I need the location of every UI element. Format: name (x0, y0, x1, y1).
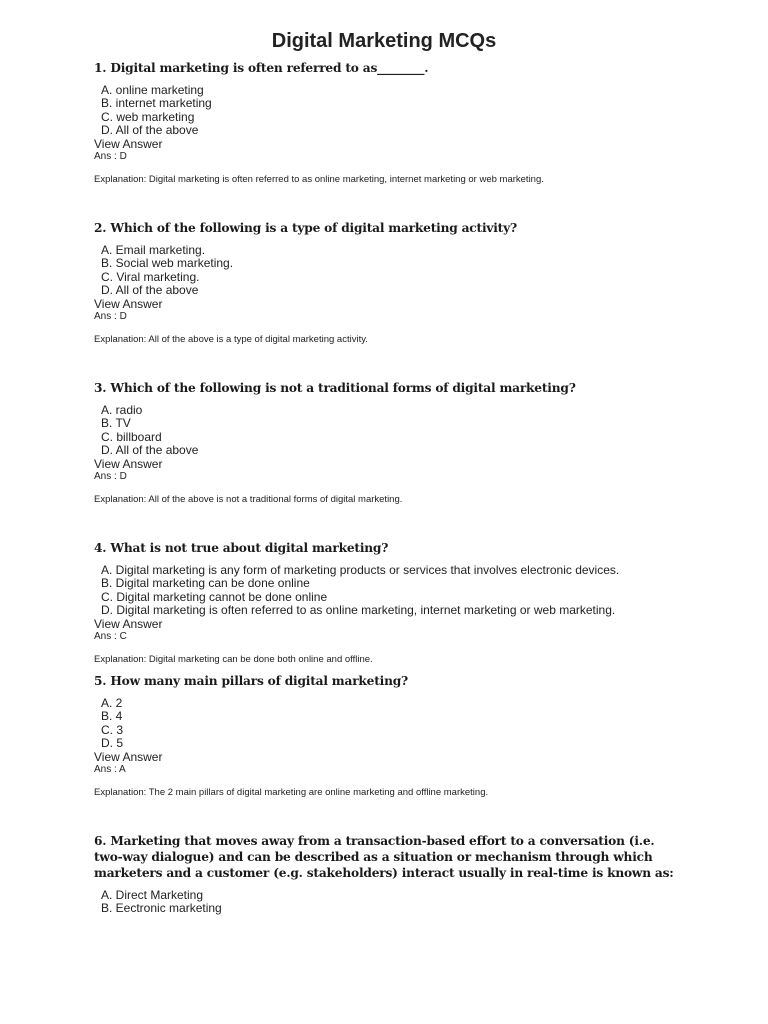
option-a[interactable]: A. 2 (101, 696, 123, 710)
explanation-text: Explanation: Digital marketing can be done both online and offline. (94, 653, 373, 665)
option-a[interactable]: A. online marketing (101, 83, 204, 97)
option-d[interactable]: D. All of the above (101, 443, 199, 458)
answer-text: Ans : D (94, 470, 127, 482)
option-c[interactable]: C. Digital marketing cannot be done online (101, 589, 328, 604)
options-list (94, 889, 674, 916)
option-b[interactable]: B. internet marketing (101, 96, 212, 111)
explanation-text: Explanation: All of the above is not a traditional forms of digital marketing. (94, 493, 403, 505)
view-answer-link[interactable]: View Answer (94, 616, 163, 631)
option-b[interactable]: B. 4 (101, 709, 123, 724)
option-b[interactable]: B. Digital marketing can be done online (101, 576, 310, 591)
option-c[interactable]: C. billboard (101, 429, 162, 444)
view-answer-link[interactable]: View Answer (94, 136, 163, 151)
option-a[interactable]: A. Direct Marketing (101, 888, 204, 902)
question-text: 4. What is not true about digital marketing? (94, 541, 389, 555)
question-text: 6. Marketing that moves away from a transaction-based effort to a conversation (i.e. two-way dialogue) and can be described as a situation or mechanism through which marketers and a customer (e.g. stakeholders) interact usually in real-time is known as: (94, 834, 674, 880)
option-a[interactable]: A. Email marketing. (101, 243, 206, 257)
options-list (94, 697, 694, 751)
explanation-text: Explanation: Digital marketing is often referred to as online marketing, internet marketing or web marketing. (94, 173, 544, 185)
question-3 (94, 380, 694, 506)
page-title: Digital Marketing MCQs (271, 30, 497, 52)
options-list (94, 244, 694, 298)
question-6 (94, 833, 674, 916)
view-answer-link[interactable]: View Answer (94, 456, 163, 471)
option-d[interactable]: D. All of the above (101, 123, 199, 138)
question-5 (94, 673, 694, 799)
option-d[interactable]: D. 5 (101, 736, 124, 751)
question-1 (94, 60, 694, 186)
option-b[interactable]: B. Social web marketing. (101, 256, 234, 271)
option-d[interactable]: D. All of the above (101, 283, 199, 298)
question-2 (94, 220, 694, 346)
option-c[interactable]: C. web marketing (101, 109, 195, 124)
answer-text: Ans : D (94, 310, 127, 322)
options-list (94, 404, 694, 458)
explanation-text: Explanation: The 2 main pillars of digital marketing are online marketing and offline marketing. (94, 786, 489, 798)
answer-text: Ans : C (94, 630, 127, 642)
option-d[interactable]: D. Digital marketing is often referred to as online marketing, internet marketing or web marketing. (101, 603, 616, 618)
question-4 (94, 540, 694, 666)
option-b[interactable]: B. TV (101, 416, 131, 431)
answer-text: Ans : A (94, 763, 126, 775)
option-a[interactable]: A. radio (101, 403, 143, 417)
question-text: 5. How many main pillars of digital marketing? (94, 674, 408, 688)
option-c[interactable]: C. Viral marketing. (101, 269, 200, 284)
option-c[interactable]: C. 3 (101, 722, 124, 737)
question-text: 1. Digital marketing is often referred to as________. (94, 61, 429, 75)
answer-text: Ans : D (94, 150, 127, 162)
view-answer-link[interactable]: View Answer (94, 749, 163, 764)
view-answer-link[interactable]: View Answer (94, 296, 163, 311)
question-text: 3. Which of the following is not a traditional forms of digital marketing? (94, 381, 576, 395)
question-text: 2. Which of the following is a type of digital marketing activity? (94, 221, 517, 235)
options-list (94, 84, 694, 138)
explanation-text: Explanation: All of the above is a type of digital marketing activity. (94, 333, 368, 345)
option-a[interactable]: A. Digital marketing is any form of marketing products or services that involves electronic devices. (101, 563, 620, 577)
option-b[interactable]: B. Eectronic marketing (101, 901, 222, 916)
options-list (94, 564, 694, 618)
